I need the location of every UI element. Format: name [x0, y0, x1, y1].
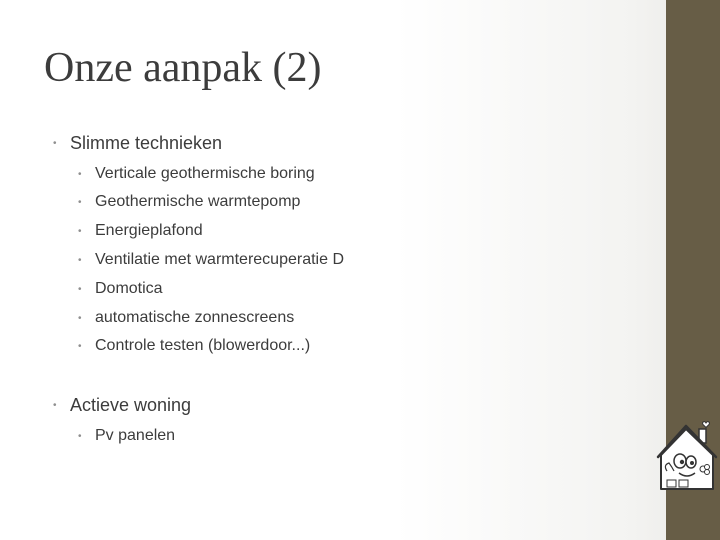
bullet-dot: •: [78, 284, 82, 295]
list-item: [78, 165, 315, 183]
list-item-text: Verticale geothermische boring: [95, 165, 315, 182]
list-item: [78, 251, 344, 269]
bullet-dot: •: [78, 431, 82, 442]
bullet-dot: •: [78, 197, 82, 208]
bullet-dot: •: [78, 226, 82, 237]
list-item: [78, 193, 301, 211]
list-item-text: Energieplafond: [95, 222, 203, 239]
bullet-dot: •: [78, 255, 82, 266]
list-item: [78, 222, 203, 240]
bullet-dot: •: [53, 400, 57, 411]
list-item: [78, 309, 295, 327]
list-item-text: Controle testen (blowerdoor...): [95, 337, 311, 354]
list-item-text: Domotica: [95, 280, 163, 297]
bullet-section-1: [53, 133, 223, 154]
list-item: [78, 280, 163, 298]
section-label: Actieve woning: [70, 395, 192, 415]
bullet-dot: •: [78, 341, 82, 352]
list-item-text: Ventilatie met warmterecuperatie D: [95, 251, 344, 268]
list-item: [78, 337, 311, 355]
bullet-dot: •: [53, 138, 57, 149]
list-item-text: Geothermische warmtepomp: [95, 193, 301, 210]
bullet-dot: •: [78, 313, 82, 324]
list-item-text: automatische zonnescreens: [95, 309, 295, 326]
section-label: Slimme technieken: [70, 133, 223, 153]
bullet-section-2: [53, 395, 192, 416]
house-with-face-icon: [655, 415, 720, 495]
slide-title: Onze aanpak (2): [44, 45, 322, 91]
bullet-dot: •: [78, 169, 82, 180]
list-item-text: Pv panelen: [95, 427, 176, 444]
list-item: [78, 427, 176, 445]
